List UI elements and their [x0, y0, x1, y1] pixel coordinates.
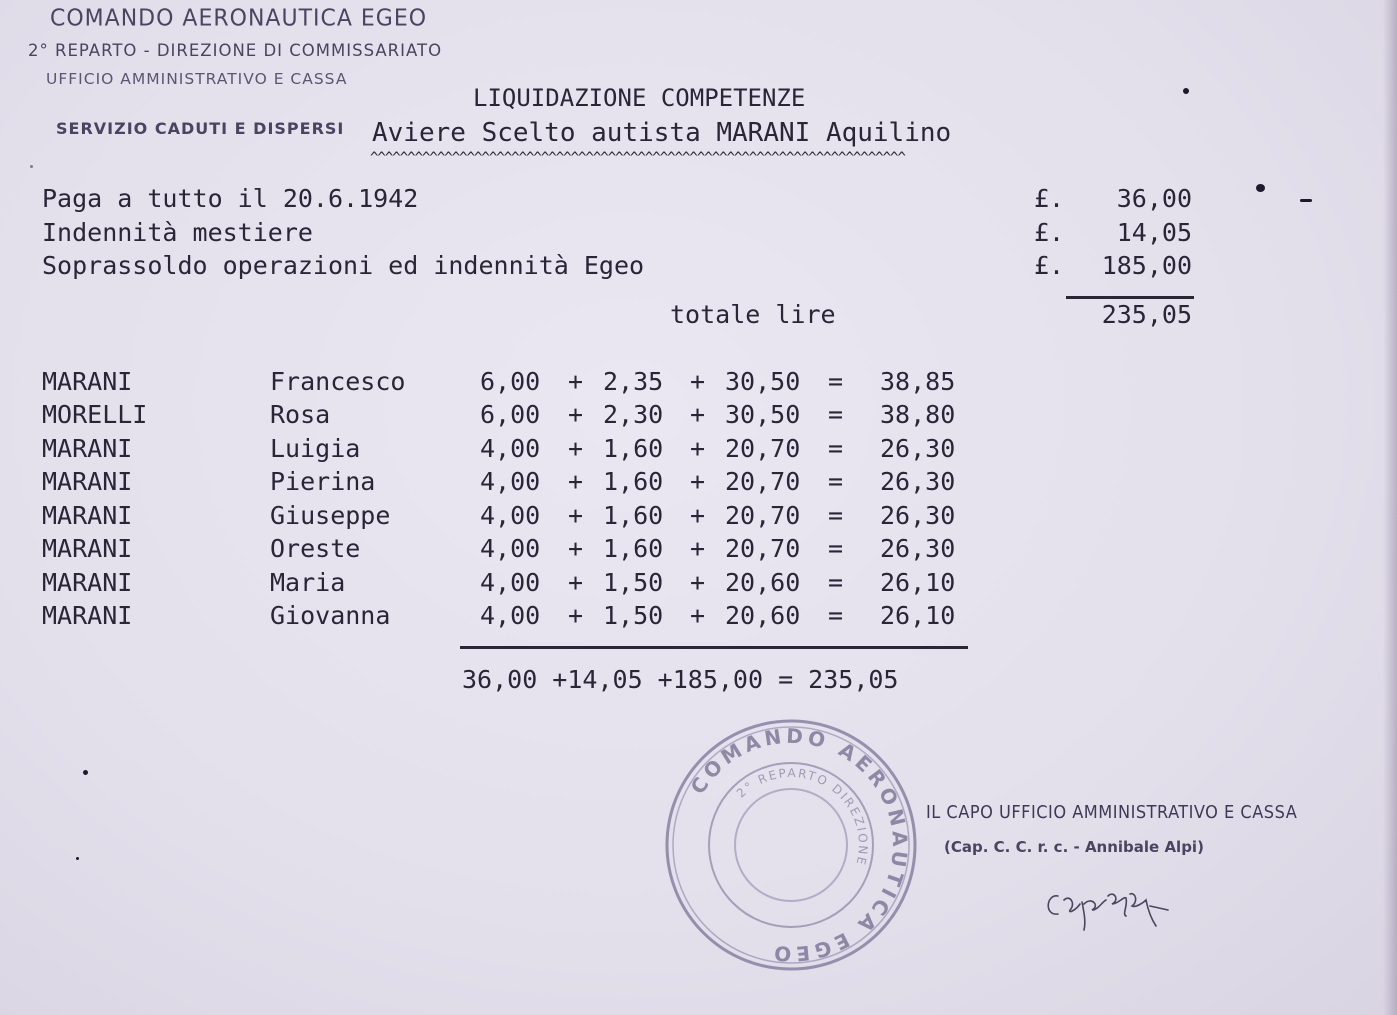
- beneficiary-surname: MORELLI: [42, 400, 148, 429]
- amount-pay: 4,00: [480, 534, 541, 563]
- speck: [1300, 199, 1312, 202]
- beneficiary-surname: MARANI: [42, 534, 133, 563]
- amount-result: 26,30: [880, 534, 956, 563]
- pay-item-label: Soprassoldo operazioni ed indennità Egeo: [42, 251, 645, 280]
- beneficiary-surname: MARANI: [42, 601, 133, 630]
- plus-sign: +: [690, 434, 706, 463]
- letterhead-department: 2° REPARTO - DIREZIONE DI COMMISSARIATO: [28, 41, 443, 60]
- plus-sign: +: [568, 534, 584, 563]
- pay-item-label: Paga a tutto il 20.6.1942: [42, 184, 419, 213]
- amount-pay: 4,00: [480, 434, 541, 463]
- amount-allowance: 20,60: [725, 601, 801, 630]
- beneficiary-surname: MARANI: [42, 434, 133, 463]
- total-label: totale lire: [670, 300, 836, 329]
- beneficiary-surname: MARANI: [42, 501, 133, 530]
- signatory-name: (Cap. C. C. r. c. - Annibale Alpi): [944, 838, 1204, 856]
- pay-item-amount: 185,00: [1101, 251, 1192, 280]
- amount-result: 38,85: [880, 367, 956, 396]
- equals-sign: =: [828, 601, 844, 630]
- plus-sign: +: [690, 568, 706, 597]
- speck: [83, 770, 88, 775]
- svg-text:COMANDO AERONAUTICA EGEO: [686, 724, 913, 967]
- equals-sign: =: [828, 434, 844, 463]
- document-subtitle: Aviere Scelto autista MARANI Aquilino: [372, 118, 952, 148]
- plus-sign: +: [568, 568, 584, 597]
- amount-allowance: 20,70: [725, 534, 801, 563]
- amount-pay: 4,00: [480, 501, 541, 530]
- paper-edge-shadow: [1383, 0, 1397, 1015]
- beneficiary-name: Rosa: [270, 400, 331, 429]
- equals-sign: =: [828, 568, 844, 597]
- sum-rule: [460, 646, 968, 649]
- pay-item-currency: £.: [1034, 251, 1065, 280]
- amount-indemnity: 1,60: [603, 467, 664, 496]
- amount-result: 38,80: [880, 400, 956, 429]
- beneficiary-surname: MARANI: [42, 367, 133, 396]
- amount-result: 26,10: [880, 568, 956, 597]
- plus-sign: +: [690, 534, 706, 563]
- amount-indemnity: 1,50: [603, 601, 664, 630]
- beneficiary-name: Pierina: [270, 467, 376, 496]
- signatory-office: IL CAPO UFFICIO AMMINISTRATIVO E CASSA: [926, 802, 1298, 823]
- pay-item-amount: 36,00: [1116, 184, 1192, 213]
- beneficiary-surname: MARANI: [42, 467, 133, 496]
- handwritten-signature: [1040, 866, 1190, 936]
- amount-allowance: 30,50: [725, 367, 801, 396]
- beneficiary-surname: MARANI: [42, 568, 133, 597]
- sum-line: 36,00 +14,05 +185,00 = 235,05: [462, 665, 899, 694]
- beneficiary-name: Giuseppe: [270, 501, 391, 530]
- plus-sign: +: [568, 467, 584, 496]
- plus-sign: +: [568, 367, 584, 396]
- plus-sign: +: [568, 400, 584, 429]
- pay-item-amount: 14,05: [1116, 218, 1192, 247]
- beneficiary-name: Oreste: [270, 534, 361, 563]
- amount-indemnity: 1,60: [603, 534, 664, 563]
- amount-indemnity: 2,35: [603, 367, 664, 396]
- document-title: LIQUIDAZIONE COMPETENZE: [473, 84, 806, 112]
- amount-pay: 4,00: [480, 467, 541, 496]
- plus-sign: +: [690, 501, 706, 530]
- speck: [76, 857, 79, 860]
- amount-allowance: 30,50: [725, 400, 801, 429]
- pay-item-label: Indennità mestiere: [42, 218, 313, 247]
- svg-text:2° REPARTO DIREZIONE: [734, 766, 870, 868]
- amount-result: 26,30: [880, 467, 956, 496]
- pay-item-currency: £.: [1034, 218, 1065, 247]
- equals-sign: =: [828, 467, 844, 496]
- letterhead-service: SERVIZIO CADUTI E DISPERSI: [56, 119, 345, 138]
- pay-item-currency: £.: [1034, 184, 1065, 213]
- speck: [1183, 88, 1189, 94]
- amount-pay: 6,00: [480, 367, 541, 396]
- equals-sign: =: [828, 501, 844, 530]
- amount-indemnity: 1,50: [603, 568, 664, 597]
- amount-allowance: 20,70: [725, 467, 801, 496]
- plus-sign: +: [690, 601, 706, 630]
- amount-pay: 6,00: [480, 400, 541, 429]
- equals-sign: =: [828, 400, 844, 429]
- amount-result: 26,10: [880, 601, 956, 630]
- amount-pay: 4,00: [480, 568, 541, 597]
- amount-allowance: 20,60: [725, 568, 801, 597]
- office-round-stamp: [662, 716, 920, 974]
- plus-sign: +: [690, 400, 706, 429]
- plus-sign: +: [568, 501, 584, 530]
- amount-result: 26,30: [880, 501, 956, 530]
- plus-sign: +: [568, 601, 584, 630]
- plus-sign: +: [690, 467, 706, 496]
- total-amount: 235,05: [1101, 300, 1192, 329]
- title-underline: ^^^^^^^^^^^^^^^^^^^^^^^^^^^^^^^^^^^^^^^^^^^^^^^^^^^^^^^^^^^^^^^^^^^^^^^^: [370, 150, 905, 160]
- amount-allowance: 20,70: [725, 501, 801, 530]
- amount-pay: 4,00: [480, 601, 541, 630]
- beneficiary-name: Francesco: [270, 367, 406, 396]
- equals-sign: =: [828, 367, 844, 396]
- beneficiary-name: Luigia: [270, 434, 361, 463]
- total-rule: [1066, 296, 1194, 299]
- amount-result: 26,30: [880, 434, 956, 463]
- speck: [1256, 184, 1265, 192]
- letterhead-office: UFFICIO AMMINISTRATIVO E CASSA: [46, 70, 348, 88]
- letterhead-command: COMANDO AERONAUTICA EGEO: [50, 5, 428, 32]
- plus-sign: +: [568, 434, 584, 463]
- amount-indemnity: 1,60: [603, 434, 664, 463]
- stamp-inner-text: 2° REPARTO DIREZIONE: [733, 765, 871, 868]
- plus-sign: +: [690, 367, 706, 396]
- amount-allowance: 20,70: [725, 434, 801, 463]
- equals-sign: =: [828, 534, 844, 563]
- amount-indemnity: 1,60: [603, 501, 664, 530]
- beneficiary-name: Maria: [270, 568, 346, 597]
- amount-indemnity: 2,30: [603, 400, 664, 429]
- stamp-outer-text: COMANDO AERONAUTICA EGEO: [685, 723, 913, 967]
- speck: [30, 165, 33, 168]
- beneficiary-name: Giovanna: [270, 601, 391, 630]
